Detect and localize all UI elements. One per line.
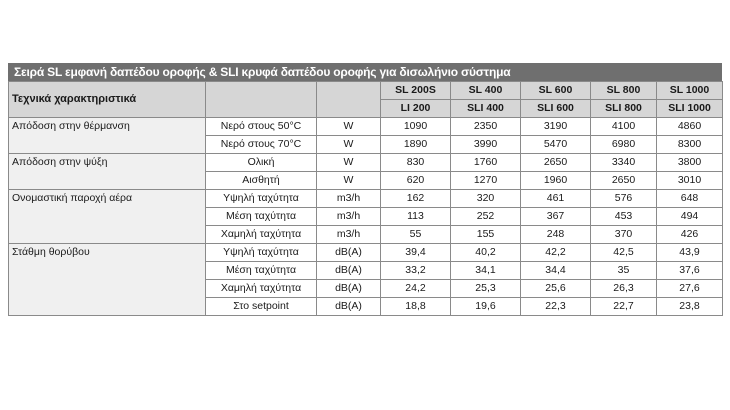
model-bottom: SLI 600 <box>521 100 591 118</box>
header-label: Τεχνικά χαρακτηριστικά <box>9 82 206 118</box>
unit-cell: m3/h <box>317 208 381 226</box>
condition-cell: Χαμηλή ταχύτητα <box>206 280 317 298</box>
model-bottom: SLI 800 <box>591 100 657 118</box>
condition-cell: Ολική <box>206 154 317 172</box>
value-cell: 5470 <box>521 136 591 154</box>
condition-cell: Νερό στους 70°C <box>206 136 317 154</box>
table-row <box>9 244 723 262</box>
value-cell: 1090 <box>381 118 451 136</box>
value-cell: 3800 <box>657 154 723 172</box>
value-cell: 43,9 <box>657 244 723 262</box>
value-cell: 24,2 <box>381 280 451 298</box>
value-cell: 18,8 <box>381 298 451 316</box>
unit-cell: W <box>317 118 381 136</box>
value-cell: 113 <box>381 208 451 226</box>
value-cell: 25,6 <box>521 280 591 298</box>
value-cell: 26,3 <box>591 280 657 298</box>
value-cell: 25,3 <box>451 280 521 298</box>
condition-cell: Μέση ταχύτητα <box>206 208 317 226</box>
value-cell: 248 <box>521 226 591 244</box>
value-cell: 1960 <box>521 172 591 190</box>
value-cell: 1760 <box>451 154 521 172</box>
value-cell: 39,4 <box>381 244 451 262</box>
unit-cell: dB(A) <box>317 244 381 262</box>
value-cell: 648 <box>657 190 723 208</box>
unit-cell: dB(A) <box>317 262 381 280</box>
table-title: Σειρά SL εμφανή δαπέδου οροφής & SLI κρυφά δαπέδου οροφής για δισωλήνιο σύστημα <box>8 63 722 81</box>
value-cell: 830 <box>381 154 451 172</box>
unit-cell: m3/h <box>317 190 381 208</box>
value-cell: 35 <box>591 262 657 280</box>
value-cell: 155 <box>451 226 521 244</box>
value-cell: 33,2 <box>381 262 451 280</box>
value-cell: 27,6 <box>657 280 723 298</box>
value-cell: 37,6 <box>657 262 723 280</box>
value-cell: 34,4 <box>521 262 591 280</box>
value-cell: 4860 <box>657 118 723 136</box>
value-cell: 1270 <box>451 172 521 190</box>
model-top: SL 800 <box>591 82 657 100</box>
table-row <box>9 154 723 172</box>
model-top: SL 600 <box>521 82 591 100</box>
unit-cell: m3/h <box>317 226 381 244</box>
value-cell: 1890 <box>381 136 451 154</box>
value-cell: 367 <box>521 208 591 226</box>
condition-cell: Στο setpoint <box>206 298 317 316</box>
condition-cell: Χαμηλή ταχύτητα <box>206 226 317 244</box>
value-cell: 4100 <box>591 118 657 136</box>
condition-cell: Υψηλή ταχύτητα <box>206 244 317 262</box>
value-cell: 42,5 <box>591 244 657 262</box>
value-cell: 252 <box>451 208 521 226</box>
value-cell: 2650 <box>521 154 591 172</box>
table-row <box>9 118 723 136</box>
condition-cell: Αισθητή <box>206 172 317 190</box>
value-cell: 22,3 <box>521 298 591 316</box>
unit-cell: W <box>317 154 381 172</box>
model-bottom: LI 200 <box>381 100 451 118</box>
value-cell: 162 <box>381 190 451 208</box>
value-cell: 576 <box>591 190 657 208</box>
value-cell: 494 <box>657 208 723 226</box>
unit-cell: dB(A) <box>317 280 381 298</box>
value-cell: 3990 <box>451 136 521 154</box>
value-cell: 461 <box>521 190 591 208</box>
model-top: SL 1000 <box>657 82 723 100</box>
value-cell: 370 <box>591 226 657 244</box>
value-cell: 19,6 <box>451 298 521 316</box>
header-condition-cell <box>206 82 317 118</box>
condition-cell: Μέση ταχύτητα <box>206 262 317 280</box>
value-cell: 2650 <box>591 172 657 190</box>
parameter-name: Στάθμη θορύβου <box>9 244 206 316</box>
value-cell: 453 <box>591 208 657 226</box>
value-cell: 3190 <box>521 118 591 136</box>
model-top: SL 200S <box>381 82 451 100</box>
value-cell: 22,7 <box>591 298 657 316</box>
model-bottom: SLI 400 <box>451 100 521 118</box>
value-cell: 34,1 <box>451 262 521 280</box>
value-cell: 3010 <box>657 172 723 190</box>
value-cell: 426 <box>657 226 723 244</box>
condition-cell: Υψηλή ταχύτητα <box>206 190 317 208</box>
value-cell: 2350 <box>451 118 521 136</box>
unit-cell: dB(A) <box>317 298 381 316</box>
value-cell: 40,2 <box>451 244 521 262</box>
value-cell: 3340 <box>591 154 657 172</box>
spec-table <box>8 81 723 316</box>
header-unit-cell <box>317 82 381 118</box>
header-row <box>9 82 723 100</box>
value-cell: 6980 <box>591 136 657 154</box>
value-cell: 55 <box>381 226 451 244</box>
value-cell: 8300 <box>657 136 723 154</box>
model-top: SL 400 <box>451 82 521 100</box>
value-cell: 620 <box>381 172 451 190</box>
model-bottom: SLI 1000 <box>657 100 723 118</box>
condition-cell: Νερό στους 50°C <box>206 118 317 136</box>
value-cell: 42,2 <box>521 244 591 262</box>
unit-cell: W <box>317 136 381 154</box>
value-cell: 23,8 <box>657 298 723 316</box>
value-cell: 320 <box>451 190 521 208</box>
parameter-name: Απόδοση στην θέρμανση <box>9 118 206 154</box>
parameter-name: Απόδοση στην ψύξη <box>9 154 206 190</box>
unit-cell: W <box>317 172 381 190</box>
parameter-name: Ονομαστική παροχή αέρα <box>9 190 206 244</box>
table-row <box>9 190 723 208</box>
